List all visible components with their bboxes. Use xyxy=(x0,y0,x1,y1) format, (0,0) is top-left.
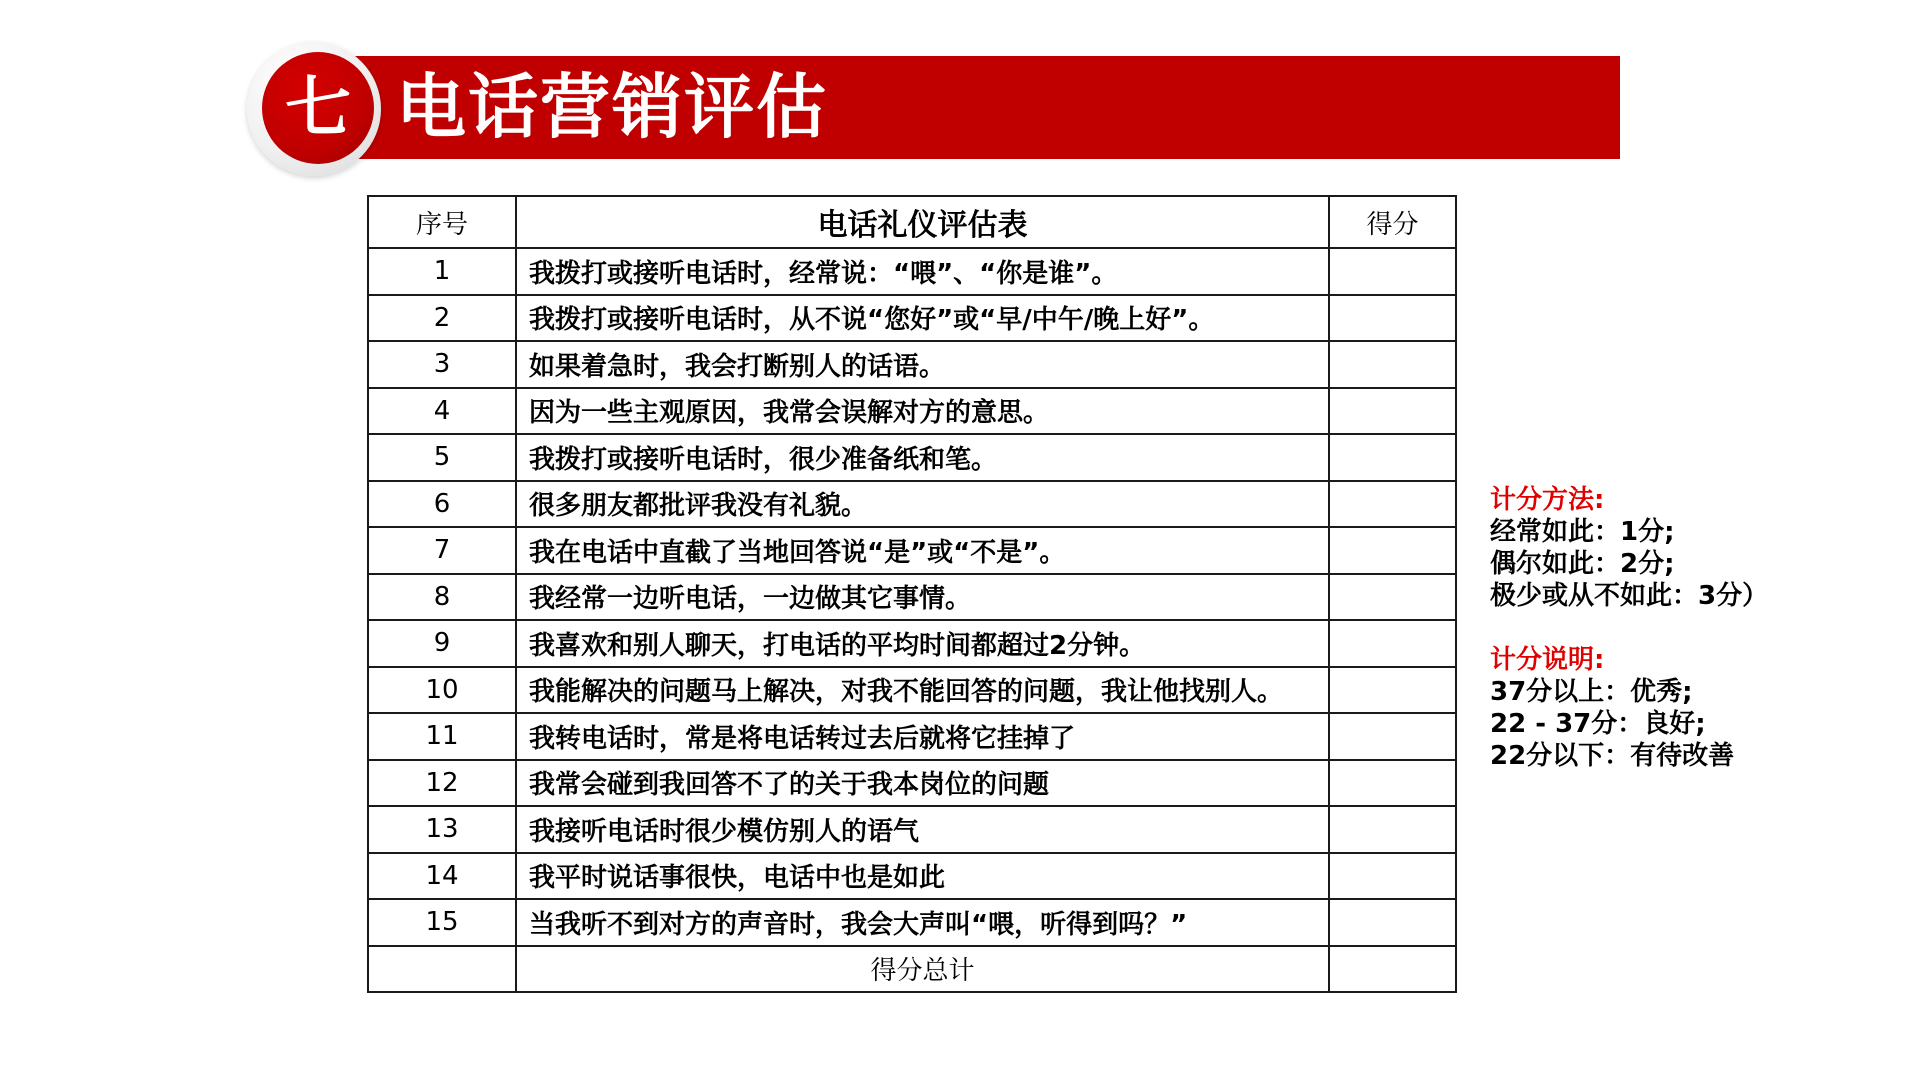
score-cell[interactable] xyxy=(1329,574,1456,621)
table-row xyxy=(368,899,1456,946)
row-number: 8 xyxy=(368,574,516,621)
row-number: 2 xyxy=(368,295,516,342)
row-number: 9 xyxy=(368,620,516,667)
row-statement: 我拨打或接听电话时，很少准备纸和笔。 xyxy=(516,434,1329,481)
scoring-method-line: 极少或从不如此：3分） xyxy=(1490,581,1769,611)
score-cell[interactable] xyxy=(1329,248,1456,295)
score-cell[interactable] xyxy=(1329,806,1456,853)
table-row xyxy=(368,806,1456,853)
column-header-number: 序号 xyxy=(368,196,516,248)
row-number: 12 xyxy=(368,760,516,807)
table-row xyxy=(368,760,1456,807)
table-row xyxy=(368,481,1456,528)
row-number: 15 xyxy=(368,899,516,946)
table-row xyxy=(368,388,1456,435)
row-statement: 我拨打或接听电话时，经常说：“喂”、“你是谁”。 xyxy=(516,248,1329,295)
row-number: 6 xyxy=(368,481,516,528)
scoring-method-line: 偶尔如此：2分; xyxy=(1490,549,1675,579)
section-number-badge: 七 xyxy=(262,52,374,164)
row-number: 7 xyxy=(368,527,516,574)
row-number: 1 xyxy=(368,248,516,295)
table-header-row xyxy=(368,196,1456,248)
row-statement: 因为一些主观原因，我常会误解对方的意思。 xyxy=(516,388,1329,435)
score-cell[interactable] xyxy=(1329,341,1456,388)
row-statement: 我喜欢和别人聊天，打电话的平均时间都超过2分钟。 xyxy=(516,620,1329,667)
evaluation-table xyxy=(367,195,1457,993)
score-cell[interactable] xyxy=(1329,620,1456,667)
table-row xyxy=(368,434,1456,481)
row-number: 14 xyxy=(368,853,516,900)
scoring-explain-line: 37分以上：优秀; xyxy=(1490,677,1693,707)
table-row xyxy=(368,527,1456,574)
row-statement: 当我听不到对方的声音时，我会大声叫“喂，听得到吗？” xyxy=(516,899,1329,946)
table-row xyxy=(368,248,1456,295)
score-cell[interactable] xyxy=(1329,760,1456,807)
table-row xyxy=(368,295,1456,342)
row-statement: 我拨打或接听电话时，从不说“您好”或“早/中午/晚上好”。 xyxy=(516,295,1329,342)
notes-spacer xyxy=(1490,612,1910,644)
scoring-method-line: 经常如此：1分; xyxy=(1490,517,1675,547)
row-statement: 我经常一边听电话，一边做其它事情。 xyxy=(516,574,1329,621)
table-row xyxy=(368,341,1456,388)
scoring-explain-line: 22分以下：有待改善 xyxy=(1490,741,1735,771)
page-title: 电话营销评估 xyxy=(396,66,828,148)
row-statement: 我在电话中直截了当地回答说“是”或“不是”。 xyxy=(516,527,1329,574)
column-header-title: 电话礼仪评估表 xyxy=(516,196,1329,248)
score-cell[interactable] xyxy=(1329,434,1456,481)
scoring-notes xyxy=(1490,484,1910,772)
row-statement: 如果着急时，我会打断别人的话语。 xyxy=(516,341,1329,388)
table-row xyxy=(368,574,1456,621)
row-number: 5 xyxy=(368,434,516,481)
total-number-cell xyxy=(368,946,516,993)
table-row xyxy=(368,667,1456,714)
row-statement: 我接听电话时很少模仿别人的语气 xyxy=(516,806,1329,853)
score-cell[interactable] xyxy=(1329,667,1456,714)
score-cell[interactable] xyxy=(1329,853,1456,900)
row-number: 13 xyxy=(368,806,516,853)
total-score-cell[interactable] xyxy=(1329,946,1456,993)
row-number: 4 xyxy=(368,388,516,435)
score-cell[interactable] xyxy=(1329,899,1456,946)
table-row xyxy=(368,853,1456,900)
row-statement: 我平时说话事很快，电话中也是如此 xyxy=(516,853,1329,900)
row-statement: 我常会碰到我回答不了的关于我本岗位的问题 xyxy=(516,760,1329,807)
row-statement: 我转电话时，常是将电话转过去后就将它挂掉了 xyxy=(516,713,1329,760)
score-cell[interactable] xyxy=(1329,527,1456,574)
total-row xyxy=(368,946,1456,993)
total-label: 得分总计 xyxy=(516,946,1329,993)
table-row xyxy=(368,620,1456,667)
scoring-explain-title: 计分说明: xyxy=(1490,645,1605,675)
row-number: 10 xyxy=(368,667,516,714)
score-cell[interactable] xyxy=(1329,295,1456,342)
table-row xyxy=(368,713,1456,760)
row-statement: 很多朋友都批评我没有礼貌。 xyxy=(516,481,1329,528)
score-cell[interactable] xyxy=(1329,713,1456,760)
scoring-method-title: 计分方法: xyxy=(1490,485,1605,515)
row-statement: 我能解决的问题马上解决，对我不能回答的问题，我让他找别人。 xyxy=(516,667,1329,714)
row-number: 11 xyxy=(368,713,516,760)
scoring-explain-line: 22 - 37分：良好; xyxy=(1490,709,1706,739)
row-number: 3 xyxy=(368,341,516,388)
column-header-score: 得分 xyxy=(1329,196,1456,248)
score-cell[interactable] xyxy=(1329,481,1456,528)
score-cell[interactable] xyxy=(1329,388,1456,435)
